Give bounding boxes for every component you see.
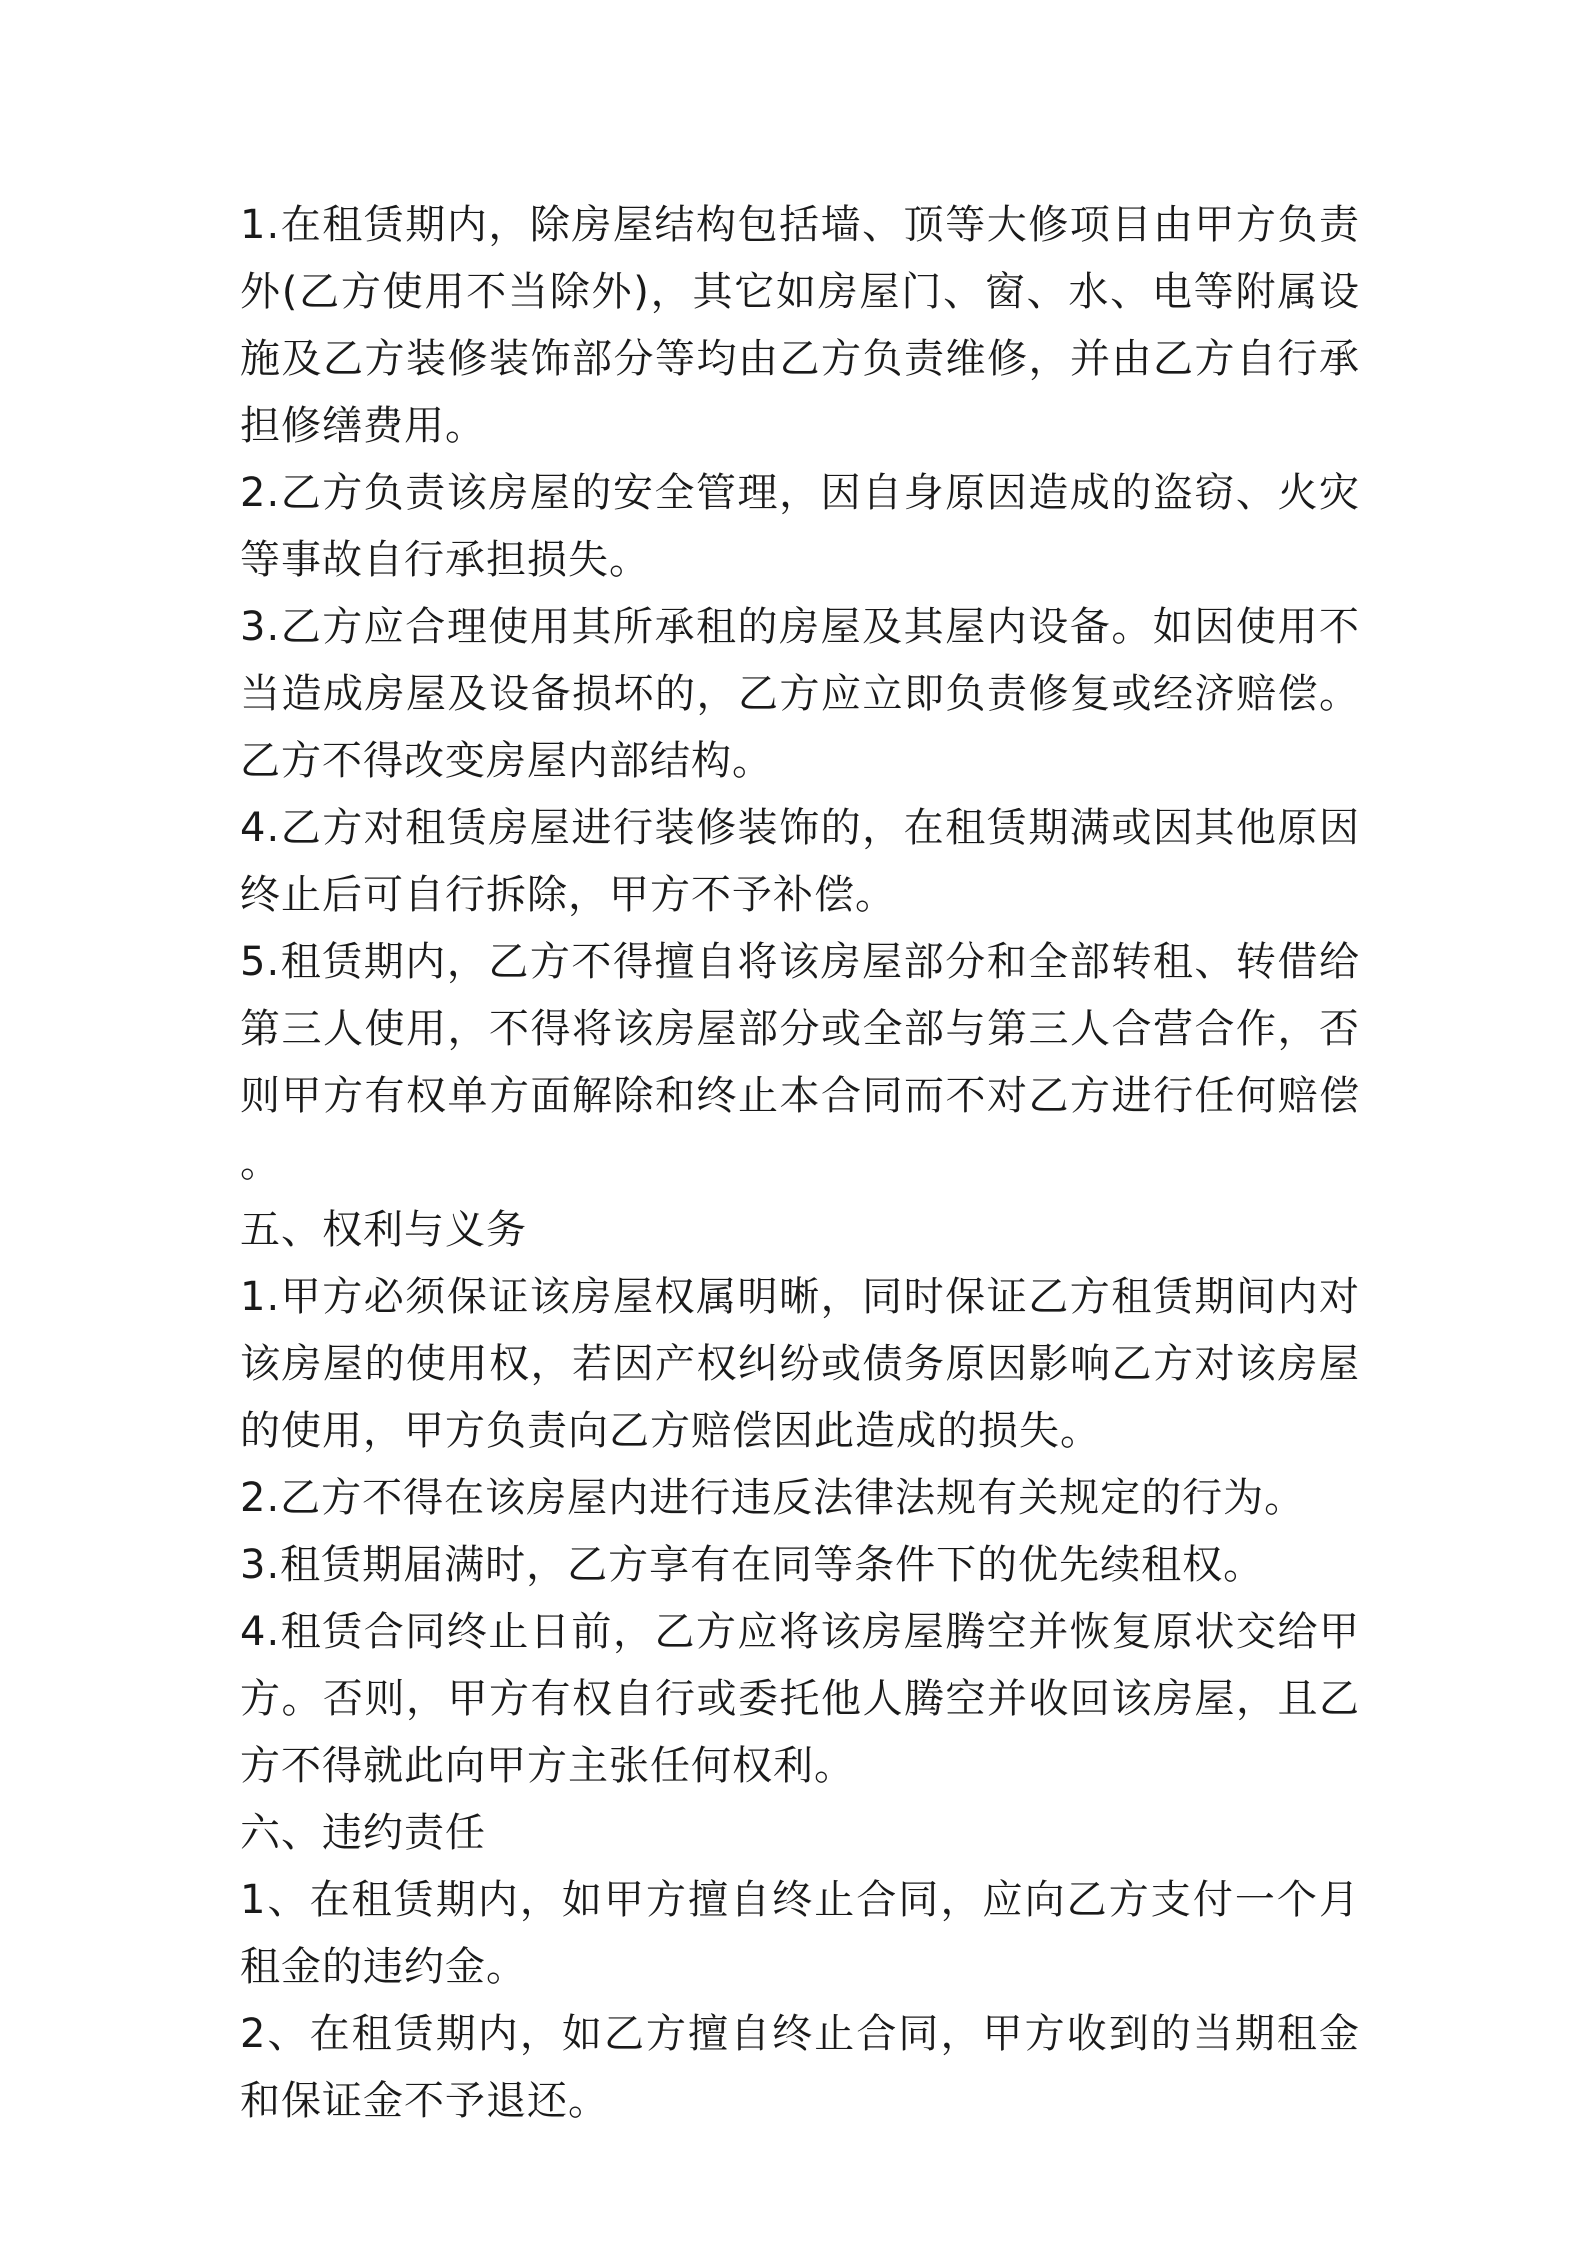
clause-5-4: 4.租赁合同终止日前，乙方应将该房屋腾空并恢复原状交给甲方。否则，甲方有权自行或委托他人腾空并收回该房屋，且乙方不得就此向甲方主张任何权利。 xyxy=(240,1609,1360,1789)
clause-5-2: 2.乙方不得在该房屋内进行违反法律法规有关规定的行为。 xyxy=(240,1475,1306,1521)
clause-4-2: 2.乙方负责该房屋的安全管理，因自身原因造成的盗窃、火灾等事故自行承担损失。 xyxy=(240,470,1360,583)
clause-4-1: 1.在租赁期内，除房屋结构包括墙、顶等大修项目由甲方负责外(乙方使用不当除外)，其它如房屋门、窗、水、电等附属设施及乙方装修装饰部分等均由乙方负责维修，并由乙方自行承担修缮费用。 xyxy=(240,202,1360,449)
clause-4-5: 5.租赁期内，乙方不得擅自将该房屋部分和全部转租、转借给第三人使用，不得将该房屋部分或全部与第三人合营合作，否则甲方有权单方面解除和终止本合同而不对乙方进行任何赔偿。 xyxy=(240,939,1360,1186)
clause-6-1: 1、在租赁期内，如甲方擅自终止合同，应向乙方支付一个月租金的违约金。 xyxy=(240,1877,1360,1990)
section-heading-liability: 六、违约责任 xyxy=(240,1810,486,1856)
section-heading-rights-obligations: 五、权利与义务 xyxy=(240,1207,527,1253)
clause-4-3: 3.乙方应合理使用其所承租的房屋及其屋内设备。如因使用不当造成房屋及设备损坏的，乙方应立即负责修复或经济赔偿。乙方不得改变房屋内部结构。 xyxy=(240,604,1360,784)
document-body xyxy=(240,192,1360,2135)
clause-4-4: 4.乙方对租赁房屋进行装修装饰的，在租赁期满或因其他原因终止后可自行拆除，甲方不予补偿。 xyxy=(240,805,1360,918)
clause-5-3: 3.租赁期届满时，乙方享有在同等条件下的优先续租权。 xyxy=(240,1542,1265,1588)
clause-6-2: 2、在租赁期内，如乙方擅自终止合同，甲方收到的当期租金和保证金不予退还。 xyxy=(240,2011,1360,2124)
clause-5-1: 1.甲方必须保证该房屋权属明晰，同时保证乙方租赁期间内对该房屋的使用权，若因产权纠纷或债务原因影响乙方对该房屋的使用，甲方负责向乙方赔偿因此造成的损失。 xyxy=(240,1274,1360,1454)
